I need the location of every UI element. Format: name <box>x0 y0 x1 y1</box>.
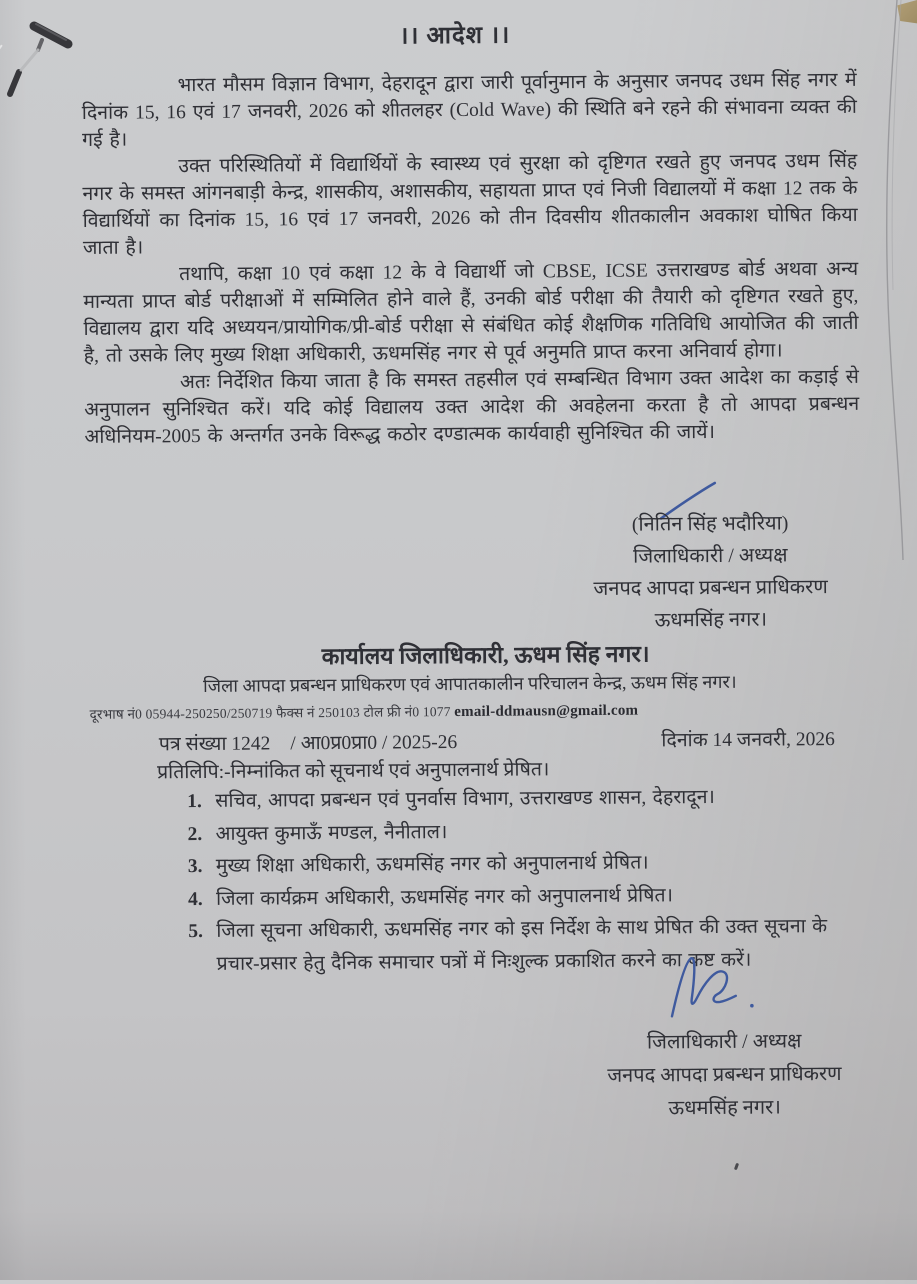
list-item-number: 1. <box>187 791 202 813</box>
copy-distribution-heading: प्रतिलिपि:-निम्नांकित को सूचनार्थ एवं अनुपालनार्थ प्रेषित। <box>156 759 550 784</box>
list-item-text: जिला सूचना अधिकारी, ऊधमसिंह नगर को इस निर्देश के साथ प्रेषित की उक्त सूचना के प्रचार-प्रसार हेतु दैनिक समाचार पत्रों में निःशुल्क प्रकाशित करने का कष्ट करें। <box>216 916 828 975</box>
signatory-place: ऊधमसिंह नगर। <box>654 608 768 632</box>
signatory-org: जनपद आपदा प्रबन्धन प्राधिकरण <box>593 576 828 600</box>
signatory-role: जिलाधिकारी / अध्यक्ष <box>633 544 788 568</box>
email-address: email-ddmausn@gmail.com <box>454 702 639 721</box>
paragraph-board-exam-exception: तथापि, कक्षा 10 एवं कक्षा 12 के वे विद्यार्थी जो CBSE, ICSE उत्तराखण्ड बोर्ड अथवा अन्य मान्यता प्राप्त बोर्ड परीक्षाओं में सम्मिलित होने वाले हैं, उनकी बोर्ड परीक्षा की तैयारी को दृष्टिगत रखते हुए, विद्यालय द्वारा यदि अध्ययन/प्रायोगिक/प्री-बोर्ड परीक्षा से संबंधित कोई शैक्षणिक गतिविधि आयोजित की जाती है, तो उसके लिए मुख्य शिक्षा अधिकारी, ऊधमसिंह नगर से पूर्व अनुमति प्राप्त करना अनिवार्य होगा। <box>83 258 859 367</box>
paragraph-compliance-directive: अतः निर्देशित किया जाता है कि समस्त तहसील एवं सम्बन्धित विभाग उक्त आदेश का कड़ाई से अनुपालन सुनिश्चित करें। यदि कोई विद्यालय उक्त आदेश की अवहेलना करता है तो आपदा प्रबन्धन अधिनियम-2005 के अन्तर्गत उनके विरूद्ध कठोर दण्डात्मक कार्यवाही सुनिश्चित की जायें। <box>84 366 860 448</box>
office-subheading: जिला आपदा प्रबन्धन प्राधिकरण एवं आपातकालीन परिचालन केन्द्र, ऊधम सिंह नगर। <box>202 671 737 697</box>
office-heading: कार्यालय जिलाधिकारी, ऊधम सिंह नगर। <box>321 641 650 670</box>
signatory-block-bottom <box>556 1025 893 1127</box>
list-item-number: 5. <box>188 921 203 943</box>
phone-fax-tollfree-text: दूरभाष नं0 05944-250250/250719 फैक्स नं 250103 टोल फ्री नं0 1077 <box>89 704 451 722</box>
signatory-name: (नितिन सिंह भदौरिया) <box>631 512 789 536</box>
letter-meta-row <box>87 724 835 757</box>
signatory-place: ऊधमसिंह नगर। <box>668 1096 781 1120</box>
list-item-text: जिला कार्यक्रम अधिकारी, ऊधमसिंह नगर को अनुपालनार्थ प्रेषित। <box>215 884 674 910</box>
list-item-number: 2. <box>187 823 203 845</box>
contact-line <box>90 701 639 724</box>
list-item-text: मुख्य शिक्षा अधिकारी, ऊधमसिंह नगर को अनुपालनार्थ प्रेषित। <box>215 852 649 877</box>
list-item <box>188 846 888 884</box>
copy-distribution-list <box>187 781 889 981</box>
handwritten-signature-icon <box>665 950 776 1036</box>
paragraph-forecast: भारत मौसम विज्ञान विभाग, देहरादून द्वारा जारी पूर्वानुमान के अनुसार जनपद उधम सिंह नगर में दिनांक 15, 16 एवं 17 जनवरी, 2026 को शीतलहर (Cold Wave) की स्थिति बने रहने की संभावना व्यक्त की गई है। <box>81 69 857 151</box>
signatory-org: जनपद आपदा प्रबन्धन प्राधिकरण <box>607 1063 842 1087</box>
paragraph-holiday-declaration: उक्त परिस्थितियों में विद्यार्थियों के स्वास्थ्य एवं सुरक्षा को दृष्टिगत रखते हुए जनपद उधम सिंह नगर के समस्त आंगनबाड़ी केन्द्र, शासकीय, अशासकीय, सहायता प्राप्त एवं निजी विद्यालयों में कक्षा 12 तक के विद्यार्थियों का दिनांक 15, 16 एवं 17 जनवरी, 2026 को तीन दिवसीय शीतकालीन अवकाश घोषित किया जाता है। <box>82 150 858 259</box>
list-item-number: 4. <box>187 888 203 910</box>
order-title: ।। आदेश ।। <box>399 22 511 50</box>
signatory-block-top <box>540 507 881 638</box>
signatory-role: जिलाधिकारी / अध्यक्ष <box>646 1030 802 1054</box>
letter-number: पत्र संख्या 1242 <box>158 733 271 756</box>
list-item <box>188 878 888 916</box>
list-item <box>187 781 887 819</box>
list-item-text: सचिव, आपदा प्रबन्धन एवं पुनर्वास विभाग, उत्तराखण्ड शासन, देहरादून। <box>215 786 715 812</box>
list-item-number: 3. <box>187 856 203 878</box>
letter-reference: / आ0प्र0प्रा0 / 2025-26 <box>290 732 458 755</box>
list-item <box>188 911 888 981</box>
list-item-text: आयुक्त कुमाऊँ मण्डल, नैनीताल। <box>215 821 448 845</box>
letter-date: दिनांक 14 जनवरी, 2026 <box>661 729 835 752</box>
list-item <box>187 813 887 851</box>
order-body <box>82 67 860 451</box>
